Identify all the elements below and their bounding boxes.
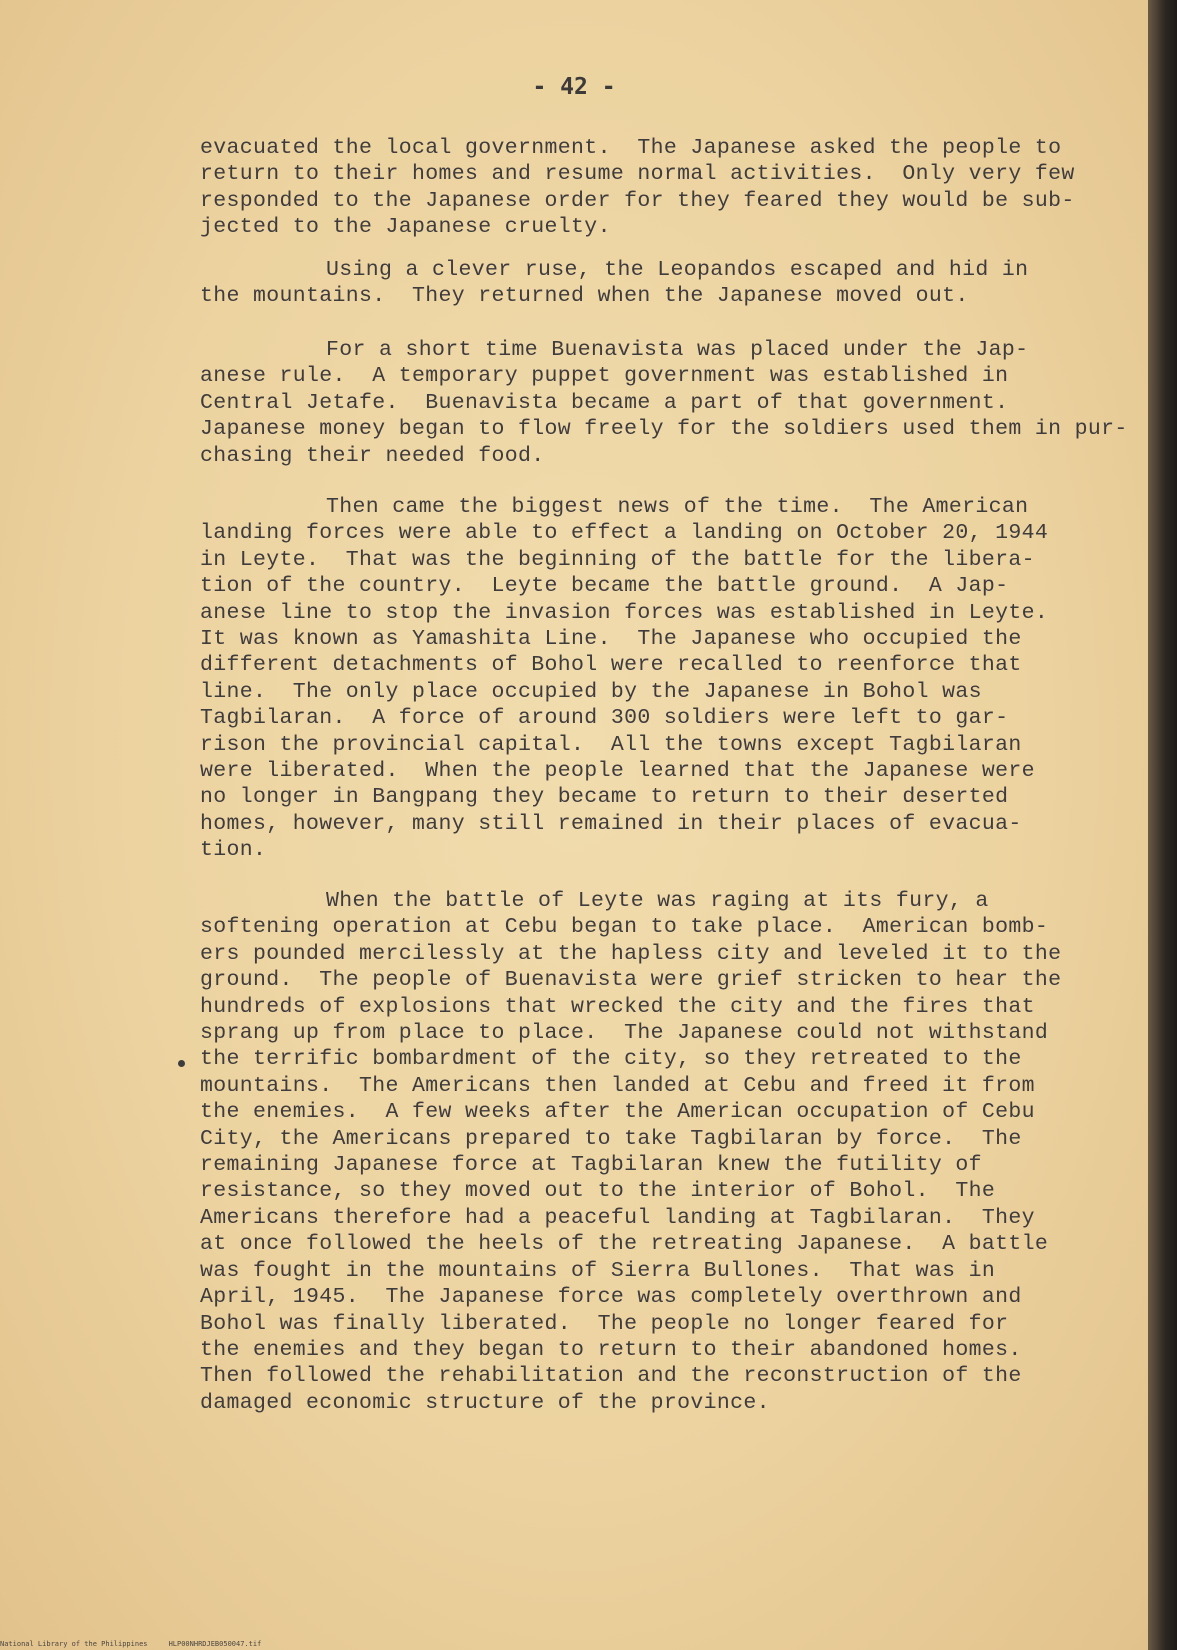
text-line: anese rule. A temporary puppet government was established in bbox=[200, 364, 1009, 389]
text-line: ground. The people of Buenavista were grief stricken to hear the bbox=[200, 968, 1062, 993]
text-line: City, the Americans prepared to take Tagbilaran by force. The bbox=[200, 1126, 1022, 1151]
paragraph-2 bbox=[200, 257, 1100, 310]
text-line: at once followed the heels of the retreating Japanese. A battle bbox=[200, 1232, 1049, 1257]
text-line: For a short time Buenavista was placed under the Jap- bbox=[326, 338, 1029, 362]
page-number: - 42 - bbox=[532, 74, 616, 100]
text-line: Tagbilaran. A force of around 300 soldiers were left to gar- bbox=[200, 706, 1009, 731]
text-line: resistance, so they moved out to the interior of Bohol. The bbox=[200, 1179, 996, 1204]
text-line: different detachments of Bohol were recalled to reenforce that bbox=[200, 653, 1022, 678]
paragraph-1 bbox=[200, 135, 1100, 241]
text-line: ers pounded mercilessly at the hapless city and leveled it to the bbox=[200, 941, 1062, 966]
text-line: the mountains. They returned when the Japanese moved out. bbox=[200, 284, 969, 309]
text-line: remaining Japanese force at Tagbilaran knew the futility of bbox=[200, 1153, 982, 1178]
text-line: Central Jetafe. Buenavista became a part of that government. bbox=[200, 390, 1009, 415]
text-line: were liberated. When the people learned that the Japanese were bbox=[200, 759, 1035, 784]
text-line: chasing their needed food. bbox=[200, 443, 545, 468]
text-line: line. The only place occupied by the Japanese in Bohol was bbox=[200, 679, 982, 704]
text-line: evacuated the local government. The Japanese asked the people to bbox=[200, 136, 1062, 160]
text-line: landing forces were able to effect a landing on October 20, 1944 bbox=[200, 521, 1049, 546]
text-line: anese line to stop the invasion forces was established in Leyte. bbox=[200, 600, 1049, 625]
text-line: Then came the biggest news of the time. The American bbox=[326, 495, 1029, 519]
paragraph-3 bbox=[200, 337, 1128, 469]
text-line: Bohol was finally liberated. The people no longer feared for bbox=[200, 1311, 1009, 1336]
text-line: softening operation at Cebu began to take place. American bomb- bbox=[200, 915, 1049, 940]
book-binding-edge bbox=[1148, 0, 1177, 1650]
text-line: tion of the country. Leyte became the battle ground. A Jap- bbox=[200, 574, 1009, 599]
text-line: the enemies. A few weeks after the American occupation of Cebu bbox=[200, 1100, 1035, 1125]
text-line: damaged economic structure of the province. bbox=[200, 1390, 770, 1415]
text-line: It was known as Yamashita Line. The Japanese who occupied the bbox=[200, 627, 1022, 652]
text-line: When the battle of Leyte was raging at its fury, a bbox=[326, 889, 989, 913]
text-line: sprang up from place to place. The Japanese could not withstand bbox=[200, 1021, 1049, 1046]
text-line: jected to the Japanese cruelty. bbox=[200, 215, 611, 240]
text-line: mountains. The Americans then landed at Cebu and freed it from bbox=[200, 1073, 1035, 1098]
text-line: the enemies and they began to return to their abandoned homes. bbox=[200, 1337, 1022, 1362]
text-line: return to their homes and resume normal activities. Only very few bbox=[200, 162, 1075, 187]
text-line: was fought in the mountains of Sierra Bullones. That was in bbox=[200, 1258, 996, 1283]
text-line: responded to the Japanese order for they feared they would be sub- bbox=[200, 188, 1075, 213]
paragraph-5 bbox=[200, 888, 1100, 1416]
text-line: in Leyte. That was the beginning of the battle for the libera- bbox=[200, 547, 1035, 572]
text-line: homes, however, many still remained in their places of evacua- bbox=[200, 811, 1022, 836]
text-line: the terrific bombardment of the city, so they retreated to the bbox=[200, 1047, 1022, 1072]
paragraph-4 bbox=[200, 494, 1100, 864]
ink-dot-mark bbox=[178, 1060, 185, 1067]
text-line: Americans therefore had a peaceful landing at Tagbilaran. They bbox=[200, 1205, 1035, 1230]
text-line: Using a clever ruse, the Leopandos escaped and hid in bbox=[326, 258, 1029, 282]
text-line: rison the provincial capital. All the towns except Tagbilaran bbox=[200, 732, 1022, 757]
text-line: Japanese money began to flow freely for the soldiers used them in pur- bbox=[200, 417, 1128, 442]
scan-footer: National Library of the Philippines HLP00NHRDJEB050047.tif bbox=[0, 1640, 262, 1648]
text-line: April, 1945. The Japanese force was completely overthrown and bbox=[200, 1285, 1022, 1310]
text-line: tion. bbox=[200, 838, 267, 863]
text-line: no longer in Bangpang they became to return to their deserted bbox=[200, 785, 1009, 810]
text-line: hundreds of explosions that wrecked the city and the fires that bbox=[200, 994, 1035, 1019]
text-line: Then followed the rehabilitation and the reconstruction of the bbox=[200, 1364, 1022, 1389]
